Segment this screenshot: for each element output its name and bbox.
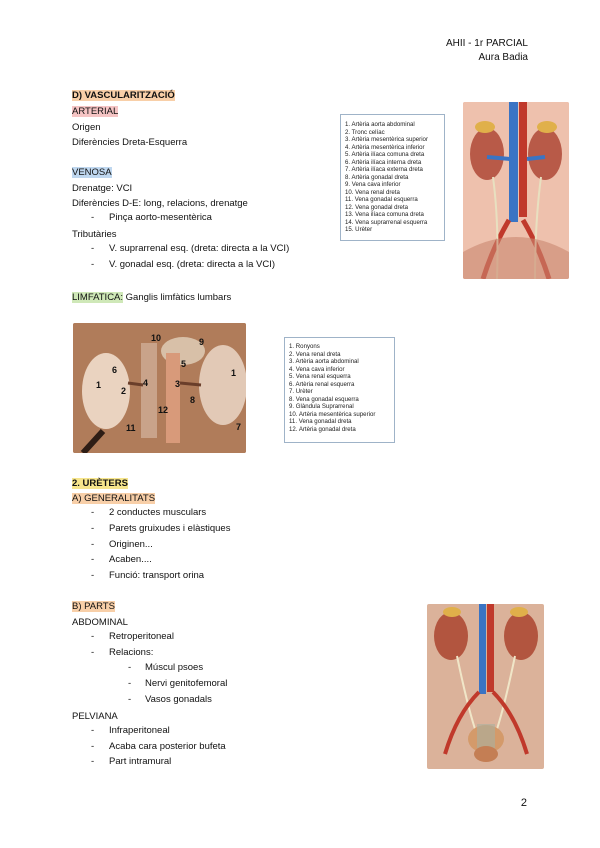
legend-item: 14. Vena suprarrenal esquerra xyxy=(345,218,428,226)
section-vascularitzacio: D) VASCULARITZACIÓ xyxy=(72,90,175,101)
relacio-item: Nervi genitofemoral xyxy=(145,678,228,689)
arterial-item: Origen xyxy=(72,122,101,133)
bullet-dash: - xyxy=(91,523,95,534)
legend-item: 9. Vena cava inferior xyxy=(345,181,401,188)
header-course: AHII - 1r PARCIAL xyxy=(445,38,528,49)
section-ureters: 2. URÈTERS xyxy=(72,478,128,489)
photo-label: 5 xyxy=(181,359,187,369)
parts-heading: B) PARTS xyxy=(72,601,115,612)
arterial-heading: ARTERIAL xyxy=(72,106,119,117)
legend-item: 1. Ronyons xyxy=(289,343,320,350)
legend-item: 2. Tronc celíac xyxy=(345,128,385,136)
generalitats-item: Originen... xyxy=(109,539,153,550)
photo-label: 7 xyxy=(236,422,242,432)
pelviana-item: Acaba cara posterior bufeta xyxy=(109,741,226,752)
legend-item: 1. Artèria aorta abdominal xyxy=(345,121,415,128)
venosa-tributaries: Tributàries xyxy=(72,229,117,240)
tributaria-item: V. suprarrenal esq. (dreta: directa a la VCI) xyxy=(109,243,290,254)
legend-item: 13. Vena ilíaca comuna dreta xyxy=(345,211,424,218)
venosa-heading: VENOSA xyxy=(72,167,112,178)
legend-item: 6. Artèria ilíaca interna dreta xyxy=(345,158,422,166)
photo-label: 3 xyxy=(175,379,181,389)
legend-item: 7. Urèter xyxy=(289,388,313,395)
bullet-dash: - xyxy=(128,662,132,673)
bullet-dash: - xyxy=(91,554,95,565)
legend-vascular xyxy=(340,114,445,241)
legend-item: 3. Artèria aorta abdominal xyxy=(289,358,359,365)
legend-item: 9. Glàndula Suprarrenal xyxy=(289,403,354,410)
legend-item: 5. Vena renal esquerra xyxy=(289,373,351,380)
bullet-dash: - xyxy=(91,570,95,581)
generalitats-item: Acaben.... xyxy=(109,554,152,565)
legend-item: 6. Artèria renal esquerra xyxy=(289,380,355,388)
bullet-dash: - xyxy=(91,647,95,658)
bullet-dash: - xyxy=(91,212,95,223)
photo-label: 1 xyxy=(231,368,237,378)
legend-item: 12. Artèria gonadal dreta xyxy=(289,425,356,433)
bullet-dash: - xyxy=(128,678,132,689)
bullet-dash: - xyxy=(91,243,95,254)
abdominal-item: Relacions: xyxy=(109,647,154,658)
photo-label: 6 xyxy=(112,365,118,375)
bullet-dash: - xyxy=(91,507,95,518)
arterial-item: Diferències Dreta-Esquerra xyxy=(72,137,188,148)
bullet-dash: - xyxy=(91,631,95,642)
ureters-illustration xyxy=(427,604,544,769)
legend-item: 10. Vena renal dreta xyxy=(345,188,400,196)
bullet-dash: - xyxy=(91,756,95,767)
legend-item: 8. Artèria gonadal dreta xyxy=(345,173,409,181)
legend-item: 2. Vena renal dreta xyxy=(289,350,341,358)
page-number: 2 xyxy=(520,797,527,809)
photo-label: 1 xyxy=(96,380,102,390)
pelviana-item: Part intramural xyxy=(109,756,172,767)
venosa-drenatge: Drenatge: VCI xyxy=(72,183,133,194)
generalitats-item: Parets gruixudes i elàstiques xyxy=(109,523,231,534)
generalitats-heading: A) GENERALITATS xyxy=(72,493,156,504)
legend-item: 12. Vena gonadal dreta xyxy=(345,203,409,211)
generalitats-item: Funció: transport orina xyxy=(109,570,205,581)
bullet-dash: - xyxy=(91,725,95,736)
photo-label: 4 xyxy=(143,378,149,388)
venosa-diferencies: Diferències D-E: long, relacions, drenatge xyxy=(72,198,248,209)
kidney-vessels-illustration xyxy=(463,102,569,279)
photo-label: 12 xyxy=(158,405,169,415)
header-author: Aura Badia xyxy=(478,52,528,63)
legend-item: 11. Vena gonadal dreta xyxy=(289,418,352,425)
legend-item: 10. Artèria mesentèrica superior xyxy=(289,410,376,418)
legend-item: 3. Artèria mesentèrica superior xyxy=(345,136,428,143)
photo-label: 2 xyxy=(121,386,127,396)
legend-item: 11. Vena gonadal esquerra xyxy=(345,196,418,203)
abdominal-item: Retroperitoneal xyxy=(109,631,174,642)
pelviana-item: Infraperitoneal xyxy=(109,725,170,736)
generalitats-item: 2 conductes musculars xyxy=(109,507,207,518)
relacio-item: Vasos gonadals xyxy=(145,694,212,705)
venosa-pinca: Pinça aorto-mesentèrica xyxy=(109,212,212,223)
bullet-dash: - xyxy=(91,741,95,752)
bullet-dash: - xyxy=(128,694,132,705)
legend-item: 4. Artèria mesentèrica inferior xyxy=(345,143,425,151)
abdominal-heading: ABDOMINAL xyxy=(72,617,128,628)
legend-item: 7. Artèria ilíaca externa dreta xyxy=(345,166,423,173)
photo-label: 10 xyxy=(151,333,162,343)
legend-item: 4. Vena cava inferior xyxy=(289,365,345,373)
legend-dissection xyxy=(284,337,395,443)
legend-item: 8. Vena gonadal esquerra xyxy=(289,395,359,403)
legend-item: 5. Artèria ilíaca comuna dreta xyxy=(345,151,425,158)
relacio-item: Múscul psoes xyxy=(145,662,204,673)
photo-label: 9 xyxy=(199,337,205,347)
bullet-dash: - xyxy=(91,539,95,550)
tributaria-item: V. gonadal esq. (dreta: directa a la VCI) xyxy=(109,259,275,270)
bullet-dash: - xyxy=(91,259,95,270)
limfatica-line: LIMFATICA: Ganglis limfàtics lumbars xyxy=(72,292,232,303)
photo-label: 8 xyxy=(190,395,196,405)
legend-item: 15. Urèter xyxy=(345,226,373,233)
pelviana-heading: PELVIANA xyxy=(72,711,118,722)
photo-label: 11 xyxy=(126,423,136,433)
